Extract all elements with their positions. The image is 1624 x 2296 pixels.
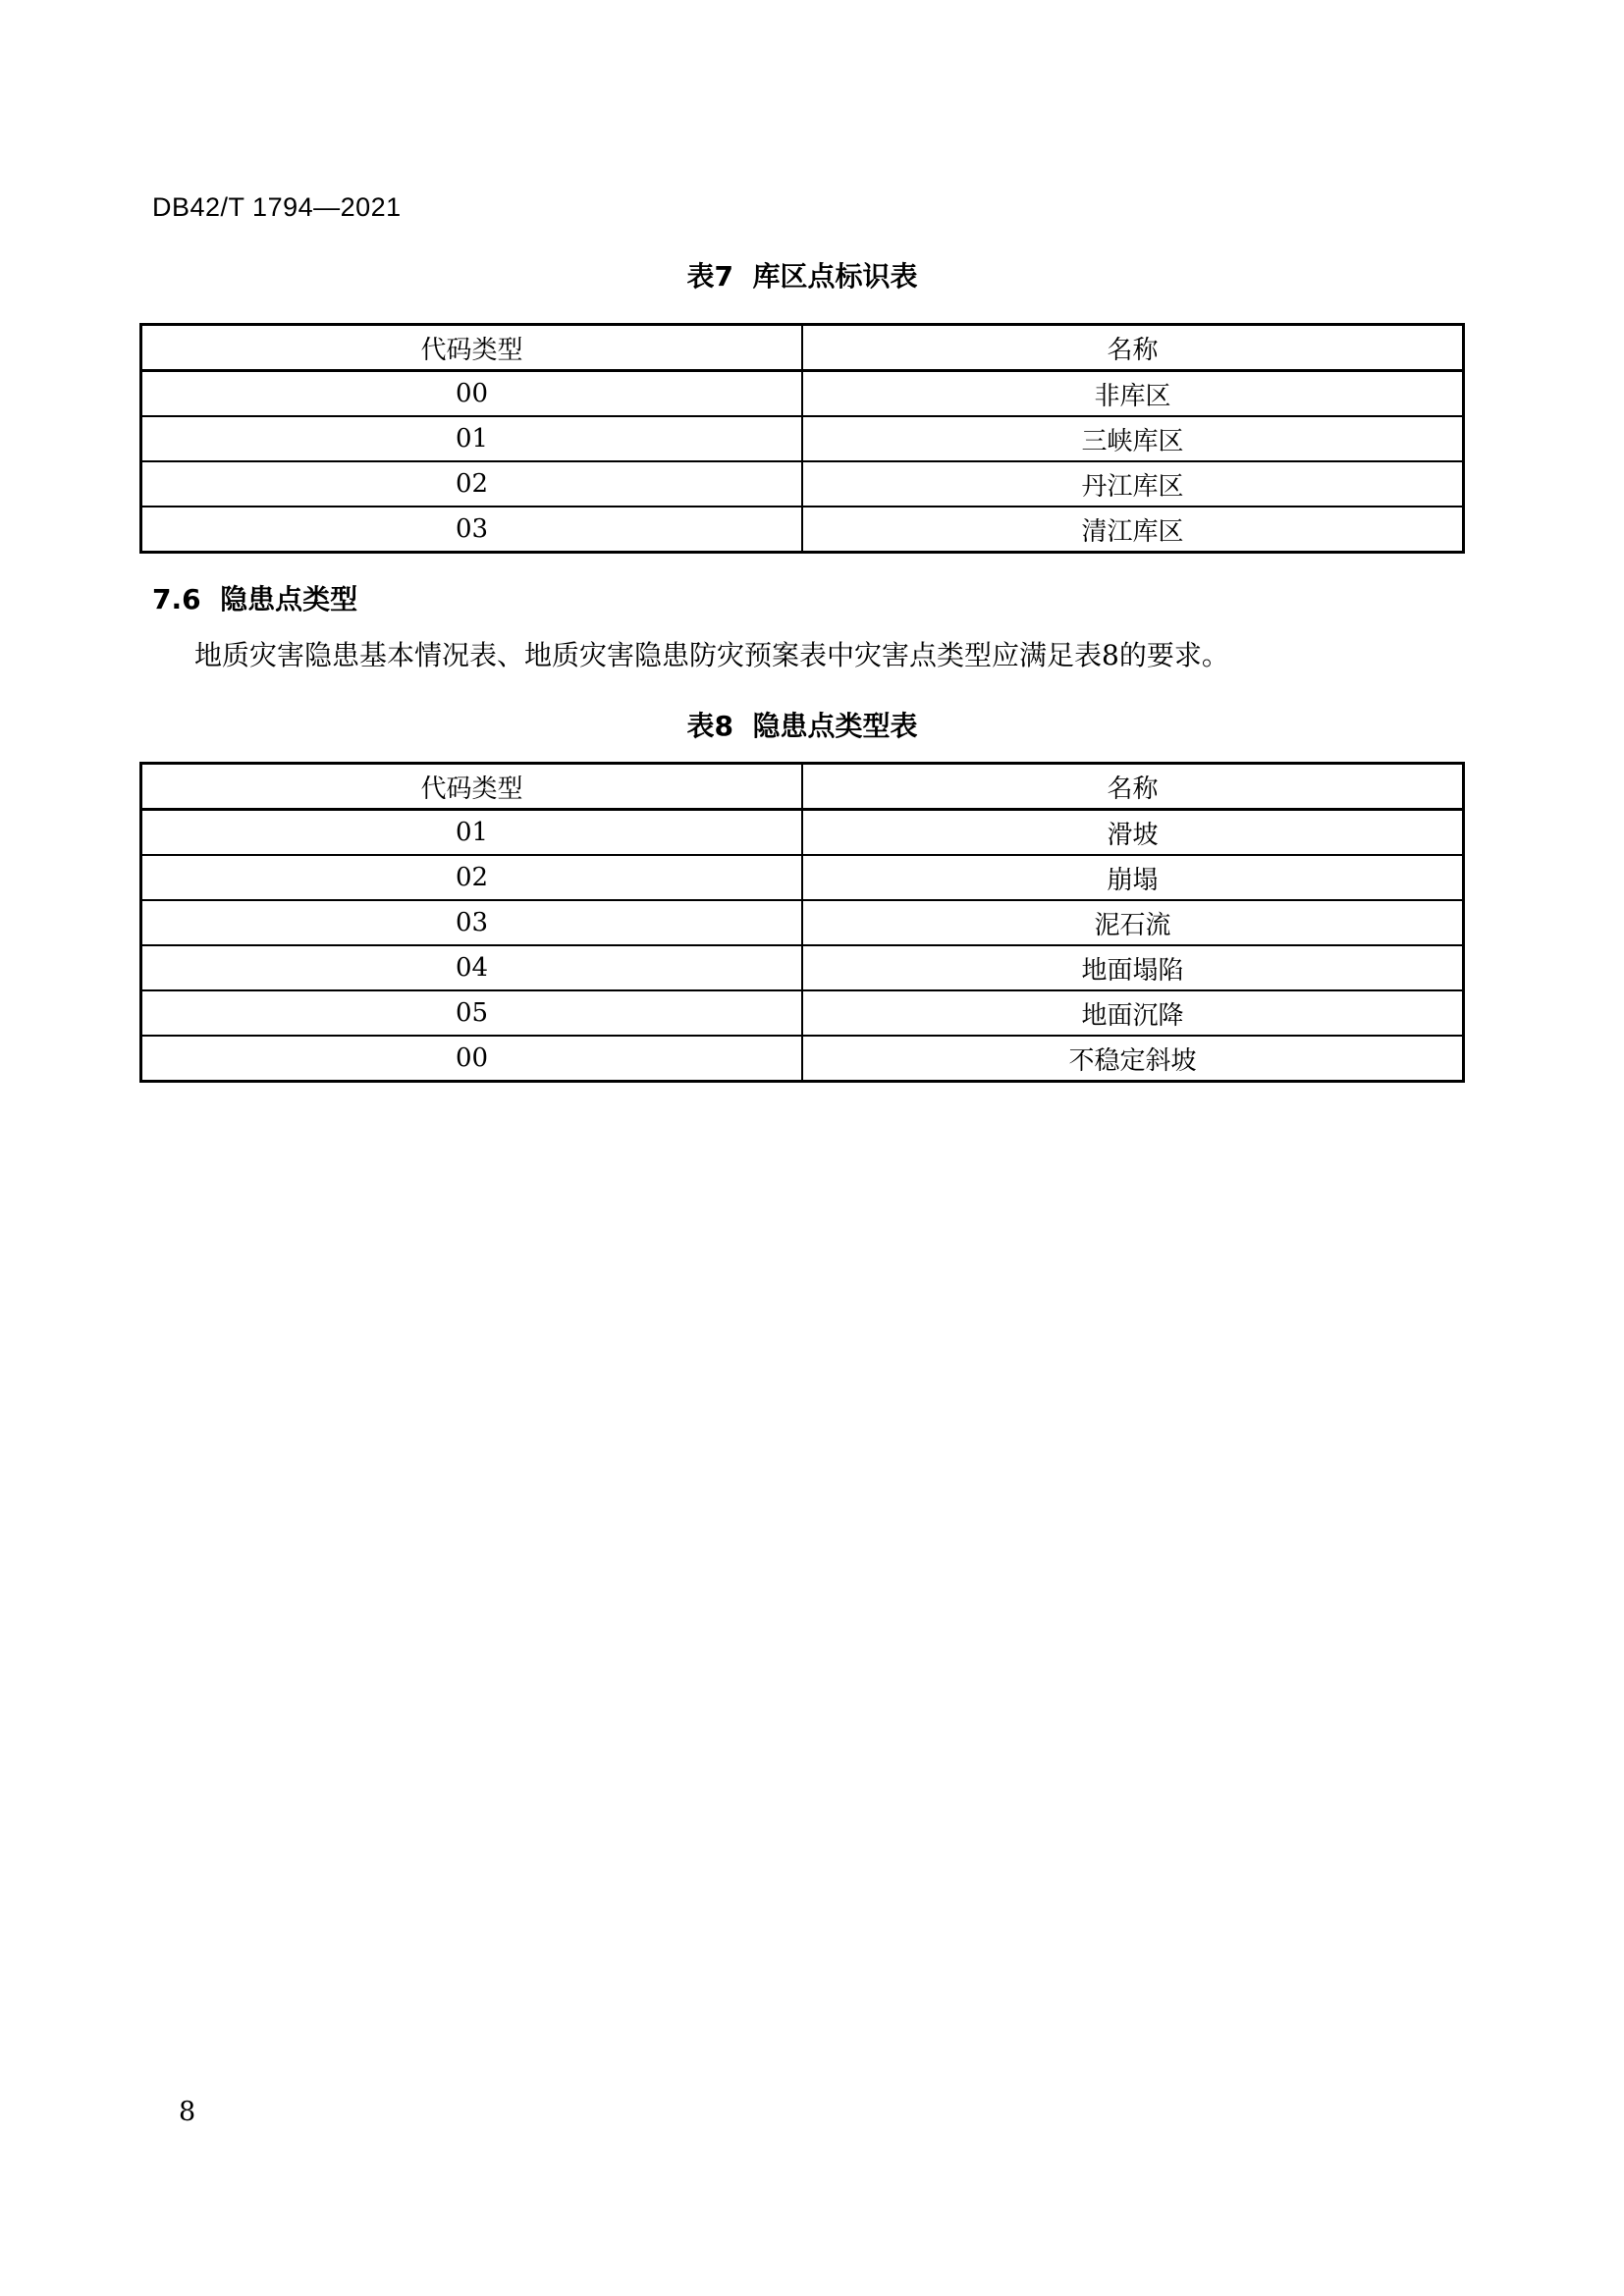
name-cell: 不稳定斜坡 <box>802 1036 1464 1082</box>
code-cell: 03 <box>141 507 803 553</box>
section-heading-7-6: 7.6 隐患点类型 <box>152 583 358 615</box>
table-row <box>141 1036 1464 1082</box>
name-cell: 丹江库区 <box>802 461 1464 507</box>
table-row <box>141 855 1464 900</box>
table-row <box>141 416 1464 461</box>
code-cell: 02 <box>141 461 803 507</box>
table7-reservoir-area-codes <box>139 323 1465 554</box>
name-cell: 地面沉降 <box>802 990 1464 1036</box>
code-cell: 02 <box>141 855 803 900</box>
table-row <box>141 371 1464 417</box>
code-cell: 05 <box>141 990 803 1036</box>
table7-caption: 表7 库区点标识表 <box>686 260 918 293</box>
table-row <box>141 945 1464 990</box>
code-cell: 01 <box>141 416 803 461</box>
code-cell: 03 <box>141 900 803 945</box>
table8-caption: 表8 隐患点类型表 <box>686 710 918 742</box>
table-row <box>141 507 1464 553</box>
code-cell: 01 <box>141 810 803 856</box>
name-cell: 清江库区 <box>802 507 1464 553</box>
code-type-column-header: 代码类型 <box>141 325 803 371</box>
name-cell: 崩塌 <box>802 855 1464 900</box>
table-row <box>141 461 1464 507</box>
name-cell: 泥石流 <box>802 900 1464 945</box>
code-type-column-header: 代码类型 <box>141 764 803 810</box>
code-cell: 00 <box>141 1036 803 1082</box>
name-cell: 滑坡 <box>802 810 1464 856</box>
table-row <box>141 990 1464 1036</box>
table8-hazard-point-types <box>139 762 1465 1083</box>
body-paragraph: 地质灾害隐患基本情况表、地质灾害隐患防灾预案表中灾害点类型应满足表8的要求。 <box>194 639 1229 671</box>
page-number: 8 <box>179 2097 196 2127</box>
name-cell: 地面塌陷 <box>802 945 1464 990</box>
standard-number: DB42/T 1794—2021 <box>152 192 402 222</box>
name-column-header: 名称 <box>802 325 1464 371</box>
code-cell: 00 <box>141 371 803 417</box>
code-cell: 04 <box>141 945 803 990</box>
name-cell: 三峡库区 <box>802 416 1464 461</box>
table-row <box>141 900 1464 945</box>
name-column-header: 名称 <box>802 764 1464 810</box>
table-header-row <box>141 764 1464 810</box>
table-row <box>141 810 1464 856</box>
table-header-row <box>141 325 1464 371</box>
name-cell: 非库区 <box>802 371 1464 417</box>
